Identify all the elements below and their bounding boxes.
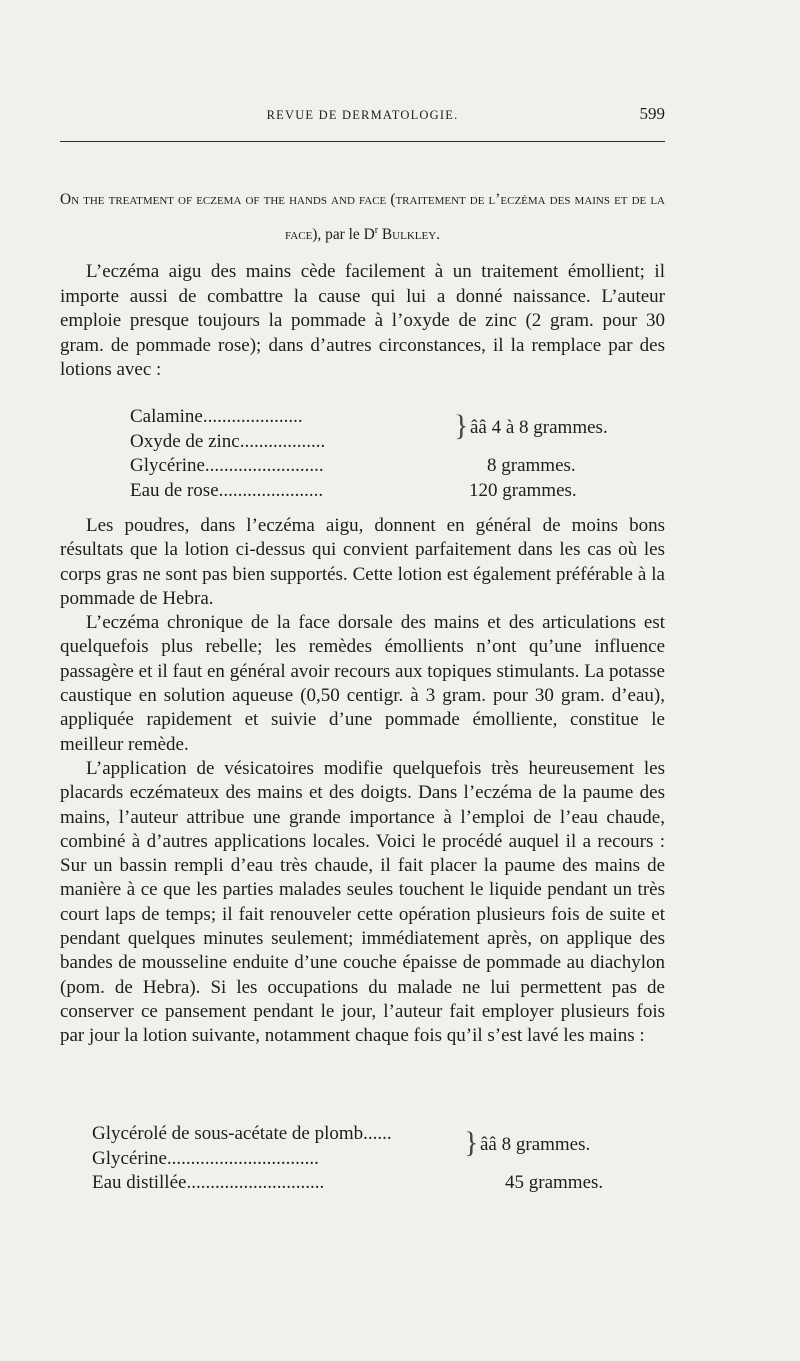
ingredient-name: Glycérine <box>92 1147 167 1169</box>
shared-amount: ââ 8 grammes. <box>480 1134 591 1155</box>
brace-glyph: } <box>464 1126 479 1159</box>
title-by: par le D <box>325 226 375 244</box>
paragraph: Les poudres, dans l’eczéma aigu, donnent en général de moins bons résultats que la lotion ci-dessus qui convient parfaitement dans les cas où les corps gras ne sont pas bien supportés. Cette lotion est également préférable à la pommade de Hebra. <box>60 515 665 609</box>
ingredient-name: Eau de rose <box>130 479 219 501</box>
leader-dots: ............................. <box>186 1172 325 1193</box>
ingredient-name: Eau distillée <box>92 1172 187 1193</box>
running-title: REVUE DE DERMATOLOGIE. <box>266 108 459 122</box>
leader-dots: ......................... <box>204 455 324 476</box>
ingredient-name: Oxyde de zinc <box>130 430 240 452</box>
leader-dots: ..................... <box>202 406 303 427</box>
recipe-line <box>130 454 630 479</box>
ingredient-amount: 8 grammes. <box>487 455 576 476</box>
paragraph: L’eczéma aigu des mains cède facilement à un traitement émollient; il importe aussi de combattre la cause qui lui a donné naissance. L’auteur emploie presque toujours la pommade à l’oxyde de zinc (2 gram. pour 30 gram. de pommade rose); dans d’autres circonstances, il la remplace par des lotions avec : <box>60 261 665 380</box>
ingredient-amount: 45 grammes. <box>505 1172 604 1193</box>
ingredient-name: Glycérine <box>130 455 205 476</box>
title-superscript: r <box>374 225 379 236</box>
leader-dots: ...... <box>363 1123 392 1144</box>
page-header <box>60 100 665 130</box>
brace-glyph: } <box>454 409 469 442</box>
ingredient-name: Calamine <box>130 406 203 427</box>
paragraph: L’application de vésicatoires modifie quelquefois très heureusement les placards eczémateux des mains et des doigts. Dans l’eczéma de la paume des mains, l’auteur attribue une grande importance à l’emploi de l’eau chaude, combiné à d’autres applications locales. Voici le procédé auquel il a recours : Sur un bassin rempli d’eau très chaude, il fait placer la paume des mains de manière à ce que les parties malades seules touchent le liquide pendant un très court laps de temps; il fait renouveler cette opération plusieurs fois de suite et pendant quelques minutes seulement; immédiatement après, on applique des bandes de mousseline enduite d’une couche épaisse de pommade au diachylon (pom. de Hebra). Si les occupations du malade ne lui permettent pas de conserver ce pansement pendant le jour, l’auteur fait employer plusieurs fois par jour la lotion suivante, notamment chaque fois qu’il s’est lavé les mains : <box>60 757 665 1047</box>
recipe-2 <box>92 1122 632 1196</box>
article-title <box>60 184 665 250</box>
recipe-line <box>130 479 630 504</box>
header-rule <box>60 141 665 142</box>
paragraph: L’eczéma chronique de la face dorsale des mains et des articulations est quelquefois plus rebelle; les remèdes émollients n’ont qu’une influence passagère et il faut en général avoir recours aux topiques stimulants. La potasse caustique en solution aqueuse (0,50 centigr. à 3 gram. pour 30 gram. d’eau), appliquée rapidement et suivie d’une pommade émolliente, constitue le meilleur remède. <box>60 612 665 755</box>
ingredient-amount: 120 grammes. <box>469 479 577 501</box>
recipe-1 <box>130 405 630 503</box>
page-number: 599 <box>639 104 665 123</box>
recipe-line <box>92 1171 632 1196</box>
shared-amount: ââ 4 à 8 grammes. <box>470 417 608 438</box>
leader-dots: .................. <box>239 430 326 452</box>
title-author: Bulkley. <box>378 226 440 244</box>
leader-dots: ................................ <box>166 1147 319 1169</box>
title-text: On the treatment of eczema of the hands and face (traitement de l’eczéma des mains et de la face), <box>60 191 665 244</box>
body-text-1 <box>60 260 665 383</box>
body-text-2 <box>60 514 665 1049</box>
ingredient-name: Glycérolé de sous-acétate de plomb <box>92 1123 364 1144</box>
leader-dots: ...................... <box>218 479 324 501</box>
